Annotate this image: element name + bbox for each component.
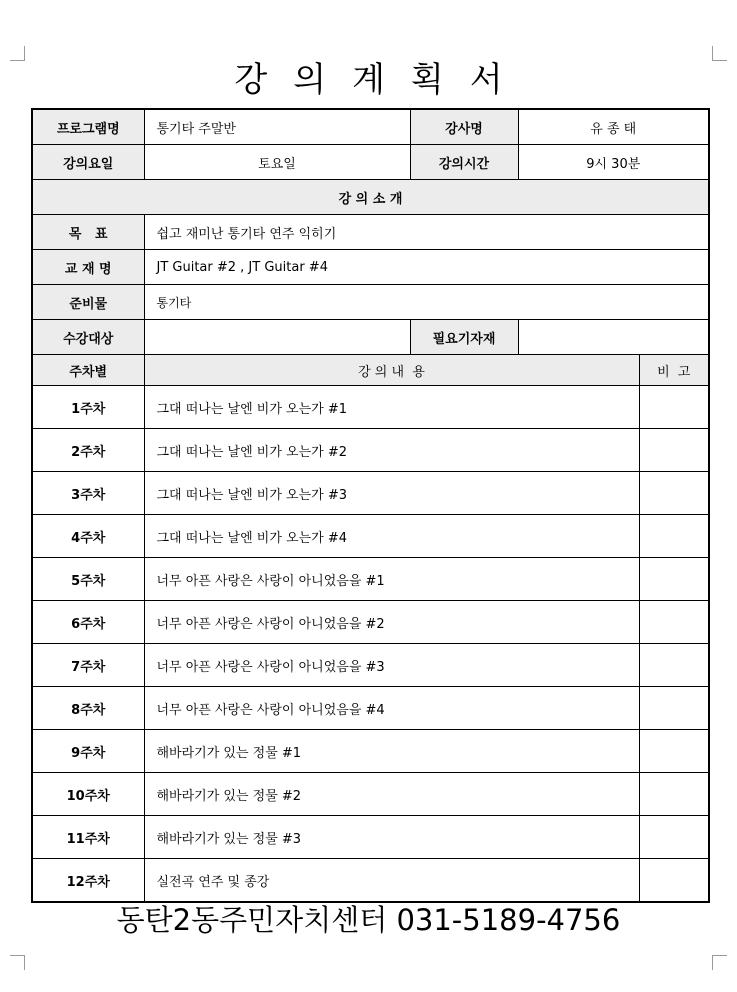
- document-title: 강의계획서: [234, 60, 529, 100]
- program-row: [32, 109, 709, 145]
- table-row: [32, 730, 709, 773]
- table-row: [32, 644, 709, 687]
- table-row: [32, 859, 709, 903]
- target-label: 수강대상: [32, 320, 144, 355]
- program-value: 통기타 주말반: [144, 109, 410, 145]
- day-row: [32, 145, 709, 180]
- content-cell: 그대 떠나는 날엔 비가 오는가 #4: [144, 515, 639, 558]
- content-cell: 해바라기가 있는 정물 #3: [144, 816, 639, 859]
- table-row: [32, 472, 709, 515]
- content-cell: 너무 아픈 사랑은 사랑이 아니었음을 #2: [144, 601, 639, 644]
- instructor-value: 유 종 태: [518, 109, 709, 145]
- week-cell: 5주차: [32, 558, 144, 601]
- note-cell: [639, 558, 709, 601]
- week-cell: 1주차: [32, 386, 144, 429]
- content-cell: 그대 떠나는 날엔 비가 오는가 #1: [144, 386, 639, 429]
- goal-label: 목 표: [32, 215, 144, 250]
- note-cell: [639, 859, 709, 903]
- note-column-header: 비 고: [639, 355, 709, 386]
- note-cell: [639, 816, 709, 859]
- note-cell: [639, 644, 709, 687]
- content-column-header: 강 의 내 용: [144, 355, 639, 386]
- content-cell: 해바라기가 있는 정물 #2: [144, 773, 639, 816]
- target-row: [32, 320, 709, 355]
- week-cell: 2주차: [32, 429, 144, 472]
- lecture-plan-table: [31, 108, 710, 903]
- materials-value: [518, 320, 709, 355]
- time-label: 강의시간: [410, 145, 518, 180]
- schedule-header-row: [32, 355, 709, 386]
- note-cell: [639, 429, 709, 472]
- goal-row: [32, 215, 709, 250]
- content-cell: 실전곡 연주 및 종강: [144, 859, 639, 903]
- textbook-row: [32, 250, 709, 285]
- note-cell: [639, 687, 709, 730]
- instructor-label: 강사명: [410, 109, 518, 145]
- content-cell: 너무 아픈 사랑은 사랑이 아니었음을 #1: [144, 558, 639, 601]
- table-row: [32, 687, 709, 730]
- textbook-value: JT Guitar #2 , JT Guitar #4: [144, 250, 709, 285]
- crop-mark-bottom-right: [712, 955, 727, 970]
- program-label: 프로그램명: [32, 109, 144, 145]
- week-cell: 6주차: [32, 601, 144, 644]
- crop-mark-bottom-left: [10, 955, 25, 970]
- week-cell: 7주차: [32, 644, 144, 687]
- prep-row: [32, 285, 709, 320]
- week-cell: 4주차: [32, 515, 144, 558]
- table-row: [32, 386, 709, 429]
- week-cell: 9주차: [32, 730, 144, 773]
- note-cell: [639, 730, 709, 773]
- table-row: [32, 773, 709, 816]
- week-cell: 3주차: [32, 472, 144, 515]
- note-cell: [639, 472, 709, 515]
- footer-organization: 동탄2동주민자치센터 031-5189-4756: [116, 903, 621, 937]
- note-cell: [639, 601, 709, 644]
- content-cell: 너무 아픈 사랑은 사랑이 아니었음을 #4: [144, 687, 639, 730]
- table-row: [32, 515, 709, 558]
- intro-header-row: [32, 180, 709, 215]
- week-cell: 8주차: [32, 687, 144, 730]
- week-cell: 12주차: [32, 859, 144, 903]
- target-value: [144, 320, 410, 355]
- content-cell: 해바라기가 있는 정물 #1: [144, 730, 639, 773]
- materials-label: 필요기자재: [410, 320, 518, 355]
- content-cell: 너무 아픈 사랑은 사랑이 아니었음을 #3: [144, 644, 639, 687]
- week-column-header: 주차별: [32, 355, 144, 386]
- table-row: [32, 816, 709, 859]
- table-row: [32, 558, 709, 601]
- content-cell: 그대 떠나는 날엔 비가 오는가 #2: [144, 429, 639, 472]
- prep-label: 준비물: [32, 285, 144, 320]
- content-cell: 그대 떠나는 날엔 비가 오는가 #3: [144, 472, 639, 515]
- week-cell: 11주차: [32, 816, 144, 859]
- note-cell: [639, 515, 709, 558]
- week-cell: 10주차: [32, 773, 144, 816]
- table-row: [32, 601, 709, 644]
- goal-value: 쉽고 재미난 통기타 연주 익히기: [144, 215, 709, 250]
- table-row: [32, 429, 709, 472]
- textbook-label: 교 재 명: [32, 250, 144, 285]
- note-cell: [639, 386, 709, 429]
- note-cell: [639, 773, 709, 816]
- day-value: 토요일: [144, 145, 410, 180]
- intro-header: 강 의 소 개: [32, 180, 709, 215]
- day-label: 강의요일: [32, 145, 144, 180]
- prep-value: 통기타: [144, 285, 709, 320]
- time-value: 9시 30분: [518, 145, 709, 180]
